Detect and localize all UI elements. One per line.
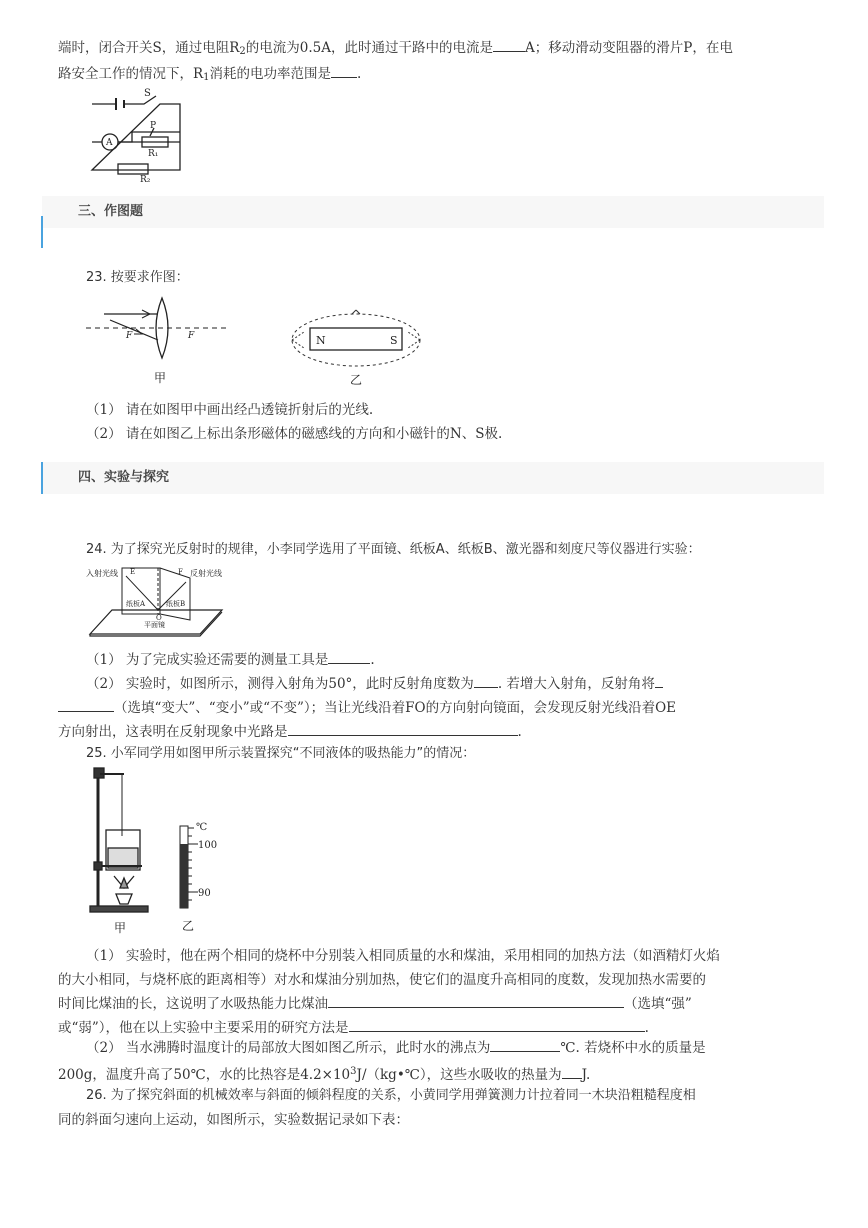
svg-text:平面镜: 平面镜 — [144, 621, 165, 629]
answer-blank — [331, 63, 357, 78]
q25-item-1: （1） 实验时，他在两个相同的烧杯中分别装入相同质量的水和煤油，采用相同的加热方法（如酒精灯火焰 — [86, 948, 720, 964]
q25-item-2: （2） 当水沸腾时温度计的局部放大图如图乙所示，此时水的沸点为 ℃. 若烧杯中水的质量是 — [86, 1036, 836, 1060]
answer-blank — [474, 673, 498, 688]
svg-text:甲: 甲 — [114, 921, 127, 934]
section-accent-bar — [41, 216, 43, 248]
svg-text:90: 90 — [198, 888, 211, 899]
section-heading-3: 三、作图题 — [42, 196, 824, 228]
q22-line2: 路安全工作的情况下，$R_1$消耗的电功率范围是 . — [58, 62, 808, 90]
q25-item-1-cont: 的大小相同，与烧杯底的距离相等）对水和煤油分别加热，使它们的温度升高相同的度数，发现加热水需要的 — [58, 972, 706, 988]
ammeter-label: A — [106, 138, 113, 148]
q22-line1: 端时，闭合开关S，通过电阻$R_2$的电流为0.5A，此时通过干路中的电流是 A；移动滑动变阻器的滑片P，在电 — [58, 36, 808, 64]
slider-label: P — [150, 121, 157, 131]
svg-text:F: F — [178, 568, 183, 576]
r1-label: R₁ — [148, 149, 159, 159]
svg-text:乙: 乙 — [182, 919, 195, 933]
circuit-diagram — [84, 88, 194, 183]
svg-text:F: F — [188, 331, 195, 341]
reflection-diagram — [86, 564, 226, 640]
q24-item-2: （2） 实验时，如图所示，测得入射角为50°，此时反射角度数为 . 若增大入射角，反射角将 — [86, 672, 836, 696]
answer-blank — [655, 673, 663, 688]
lens-diagram — [84, 294, 234, 384]
q23-title: 23. 按要求作图： — [86, 270, 189, 285]
answer-blank — [328, 649, 370, 664]
thermometer-diagram — [170, 814, 226, 934]
q24-item-2-cont: （选填“变大”、“变小”或“不变”）；当让光线沿着FO的方向射向镜面，会发现反射光线沿着OE — [58, 696, 808, 720]
q25-item-1-cont2: 时间比煤油的长，这说明了水吸热能力比煤油 （选填“强” — [58, 992, 808, 1016]
q25-item-1-cont3: 或“弱”），他在以上实验中主要采用的研究方法是 . — [58, 1016, 808, 1040]
q24-item-2-cont2: 方向射出，这表明在反射现象中光路是 . — [58, 720, 808, 744]
answer-blank — [562, 1064, 582, 1079]
answer-blank — [288, 721, 518, 736]
svg-text:入射光线: 入射光线 — [86, 569, 118, 578]
svg-text:E: E — [130, 568, 136, 576]
q23-item-2: （2） 请在如图乙上标出条形磁体的磁感线的方向和小磁针的N、S极. — [86, 426, 503, 442]
answer-blank — [58, 697, 114, 712]
magnet-s-label: S — [390, 334, 398, 347]
magnet-n-label: N — [316, 334, 326, 347]
q26-line-2: 同的斜面匀速向上运动，如图所示，实验数据记录如下表： — [58, 1112, 409, 1128]
r2-label: R₂ — [140, 175, 151, 183]
section-accent-bar — [41, 462, 43, 494]
svg-text:纸板A: 纸板A — [126, 600, 146, 608]
figure-caption-yi: 乙 — [350, 373, 363, 386]
switch-label: S — [144, 88, 151, 99]
svg-text:F: F — [126, 331, 133, 341]
q23-item-1: （1） 请在如图甲中画出经凸透镜折射后的光线. — [86, 402, 374, 418]
svg-text:纸板B: 纸板B — [166, 600, 186, 608]
q24-item-1: （1） 为了完成实验还需要的测量工具是 . — [86, 648, 836, 672]
q25-title: 25. 小军同学用如图甲所示装置探究“不同液体的吸热能力”的情况： — [86, 746, 476, 761]
svg-text:℃: ℃ — [196, 822, 208, 833]
figure-caption-jia: 甲 — [154, 371, 167, 384]
q24-title: 24. 为了探究光反射时的规律，小李同学选用了平面镜、纸板A、纸板B、激光器和刻度尺等仪器进行实验： — [86, 542, 701, 557]
magnet-diagram — [286, 306, 426, 386]
q26-line-1: 26. 为了探究斜面的机械效率与斜面的倾斜程度的关系，小黄同学用弹簧测力计拉着同一木块沿粗糙程度相 — [86, 1088, 696, 1103]
heating-apparatus-diagram — [86, 764, 156, 934]
svg-text:100: 100 — [198, 840, 218, 851]
section-heading-4: 四、实验与探究 — [42, 462, 824, 494]
q25-item-2-cont: 200g，温度升高了50℃，水的比热容是$4.2\times 10^3J/(kg•℃)$，这些水吸收的热量为 J. — [58, 1066, 591, 1083]
svg-text:O: O — [156, 614, 162, 622]
svg-text:反射光线: 反射光线 — [190, 569, 222, 578]
answer-blank — [493, 37, 525, 52]
answer-blank — [490, 1037, 560, 1052]
answer-blank — [328, 993, 624, 1008]
answer-blank — [349, 1017, 645, 1032]
